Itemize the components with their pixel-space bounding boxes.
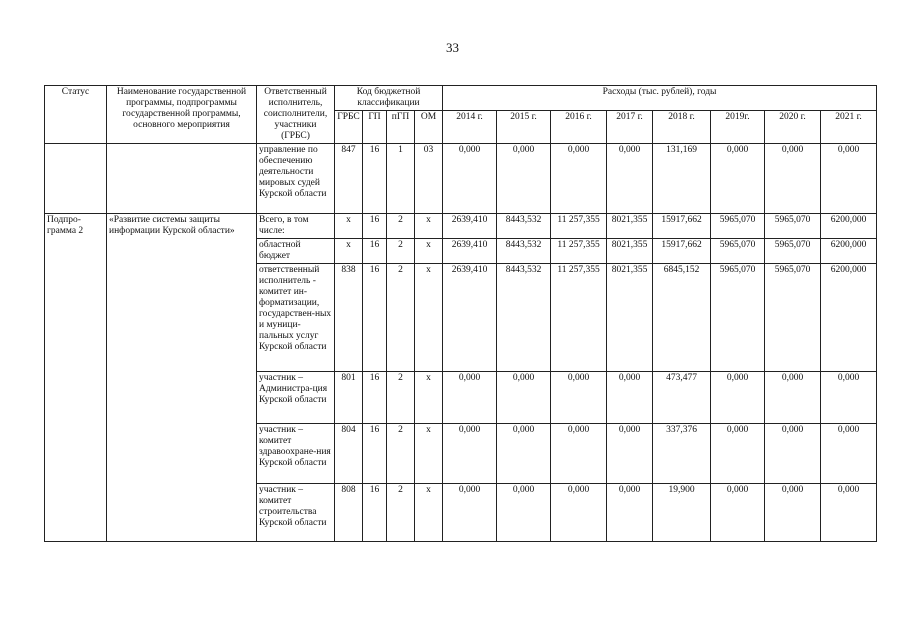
value-cell: 5965,070 <box>765 214 821 239</box>
value-cell: 0,000 <box>765 144 821 214</box>
value-cell: 2639,410 <box>443 264 497 372</box>
value-cell: 0,000 <box>607 424 653 484</box>
value-cell: 0,000 <box>497 484 551 542</box>
value-cell: 19,900 <box>653 484 711 542</box>
value-cell: 131,169 <box>653 144 711 214</box>
value-cell: 0,000 <box>551 424 607 484</box>
value-cell: 11 257,355 <box>551 214 607 239</box>
budget-table <box>44 85 877 542</box>
value-cell: 8443,532 <box>497 239 551 264</box>
value-cell: 0,000 <box>765 372 821 424</box>
header-year: 2021 г. <box>821 111 877 144</box>
value-cell: 5965,070 <box>711 239 765 264</box>
code-cell: 801 <box>335 372 363 424</box>
value-cell: 0,000 <box>711 144 765 214</box>
value-cell: 0,000 <box>765 424 821 484</box>
code-cell: 16 <box>363 239 387 264</box>
code-cell: х <box>415 372 443 424</box>
value-cell: 15917,662 <box>653 214 711 239</box>
code-cell: 03 <box>415 144 443 214</box>
value-cell: 6200,000 <box>821 214 877 239</box>
status-cell <box>45 144 107 214</box>
value-cell: 0,000 <box>497 424 551 484</box>
value-cell: 0,000 <box>443 144 497 214</box>
code-cell: 16 <box>363 484 387 542</box>
value-cell: 8021,355 <box>607 239 653 264</box>
value-cell: 5965,070 <box>765 264 821 372</box>
code-cell: 838 <box>335 264 363 372</box>
header-row-1 <box>45 86 877 111</box>
header-code-gp: ГП <box>363 111 387 144</box>
value-cell: 2639,410 <box>443 239 497 264</box>
value-cell: 15917,662 <box>653 239 711 264</box>
code-cell: х <box>415 239 443 264</box>
value-cell: 5965,070 <box>765 239 821 264</box>
header-expenses: Расходы (тыс. рублей), годы <box>443 86 877 111</box>
value-cell: 0,000 <box>551 144 607 214</box>
value-cell: 0,000 <box>821 144 877 214</box>
value-cell: 6200,000 <box>821 239 877 264</box>
header-code-pgp: пГП <box>387 111 415 144</box>
value-cell: 0,000 <box>607 144 653 214</box>
value-cell: 0,000 <box>443 424 497 484</box>
value-cell: 8021,355 <box>607 264 653 372</box>
header-executor: Ответственный исполнитель, соисполнители, участники (ГРБС) <box>257 86 335 144</box>
code-cell: 16 <box>363 144 387 214</box>
executor-cell: участник – Администра-ция Курской области <box>257 372 335 424</box>
code-cell: 2 <box>387 484 415 542</box>
name-cell <box>107 144 257 214</box>
code-cell: х <box>415 424 443 484</box>
header-year: 2014 г. <box>443 111 497 144</box>
header-code-om: ОМ <box>415 111 443 144</box>
executor-cell: управление по обеспечению деятельности мировых судей Курской области <box>257 144 335 214</box>
value-cell: 0,000 <box>497 144 551 214</box>
status-cell: Подпро-грамма 2 <box>45 214 107 542</box>
value-cell: 0,000 <box>607 372 653 424</box>
header-year: 2016 г. <box>551 111 607 144</box>
header-status: Статус <box>45 86 107 144</box>
value-cell: 337,376 <box>653 424 711 484</box>
name-cell: «Развитие системы защиты информации Курской области» <box>107 214 257 542</box>
code-cell: 808 <box>335 484 363 542</box>
code-cell: 1 <box>387 144 415 214</box>
table-row <box>45 214 877 239</box>
header-year: 2017 г. <box>607 111 653 144</box>
code-cell: х <box>415 214 443 239</box>
value-cell: 11 257,355 <box>551 239 607 264</box>
code-cell: 16 <box>363 372 387 424</box>
header-name: Наименование государственной программы, подпрограммы государственной программы, основного мероприятия <box>107 86 257 144</box>
header-budget-code: Код бюджетной классификации <box>335 86 443 111</box>
code-cell: 16 <box>363 424 387 484</box>
value-cell: 0,000 <box>711 424 765 484</box>
code-cell: х <box>415 264 443 372</box>
code-cell: х <box>335 239 363 264</box>
executor-cell: ответственный исполнитель - комитет ин-форматизации, государствен-ных и муници-пальных услуг Курской области <box>257 264 335 372</box>
code-cell: 804 <box>335 424 363 484</box>
page-number: 33 <box>446 40 459 55</box>
code-cell: 2 <box>387 214 415 239</box>
value-cell: 11 257,355 <box>551 264 607 372</box>
code-cell: 2 <box>387 424 415 484</box>
value-cell: 0,000 <box>821 424 877 484</box>
header-year: 2018 г. <box>653 111 711 144</box>
value-cell: 5965,070 <box>711 214 765 239</box>
executor-cell: участник – комитет строительства Курской области <box>257 484 335 542</box>
value-cell: 5965,070 <box>711 264 765 372</box>
value-cell: 8443,532 <box>497 214 551 239</box>
code-cell: 847 <box>335 144 363 214</box>
header-code-grbs: ГРБС <box>335 111 363 144</box>
value-cell: 473,477 <box>653 372 711 424</box>
value-cell: 6845,152 <box>653 264 711 372</box>
code-cell: 16 <box>363 264 387 372</box>
code-cell: х <box>415 484 443 542</box>
code-cell: 2 <box>387 372 415 424</box>
value-cell: 0,000 <box>551 372 607 424</box>
value-cell: 0,000 <box>443 372 497 424</box>
value-cell: 0,000 <box>765 484 821 542</box>
executor-cell: Всего, в том числе: <box>257 214 335 239</box>
code-cell: 2 <box>387 239 415 264</box>
header-year: 2015 г. <box>497 111 551 144</box>
value-cell: 0,000 <box>711 372 765 424</box>
header-year: 2020 г. <box>765 111 821 144</box>
value-cell: 6200,000 <box>821 264 877 372</box>
executor-cell: участник – комитет здравоохране-ния Курской области <box>257 424 335 484</box>
value-cell: 8021,355 <box>607 214 653 239</box>
executor-cell: областной бюджет <box>257 239 335 264</box>
value-cell: 2639,410 <box>443 214 497 239</box>
table-row <box>45 144 877 214</box>
value-cell: 0,000 <box>551 484 607 542</box>
value-cell: 0,000 <box>497 372 551 424</box>
value-cell: 0,000 <box>443 484 497 542</box>
value-cell: 0,000 <box>821 484 877 542</box>
code-cell: х <box>335 214 363 239</box>
header-year: 2019г. <box>711 111 765 144</box>
value-cell: 0,000 <box>711 484 765 542</box>
value-cell: 8443,532 <box>497 264 551 372</box>
code-cell: 2 <box>387 264 415 372</box>
value-cell: 0,000 <box>607 484 653 542</box>
code-cell: 16 <box>363 214 387 239</box>
value-cell: 0,000 <box>821 372 877 424</box>
